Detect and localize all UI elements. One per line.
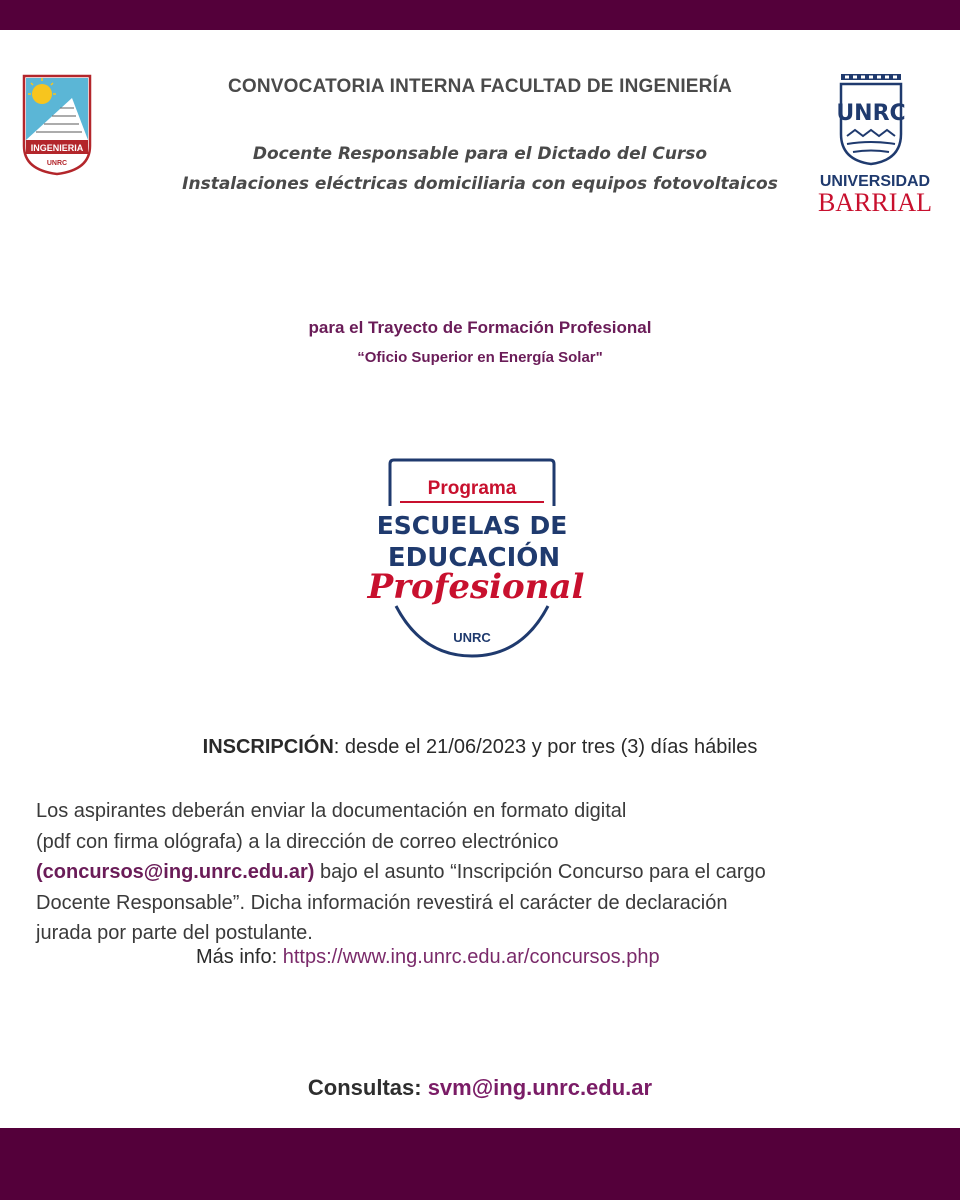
ingenieria-logo-text: INGENIERIA [30,143,84,153]
barrial-text: BARRIAL [817,188,933,214]
trayecto-line-1: para el Trayecto de Formación Profesional [308,318,652,337]
concursos-url-link[interactable]: https://www.ing.unrc.edu.ar/concursos.php [282,946,660,968]
consultas-line [0,1075,960,1101]
subtitle-line-2: Instalaciones eléctricas domiciliaria con equipos fotovoltaicos [182,174,778,194]
mas-info-label: Más info: [196,946,283,968]
bottom-band [0,1128,960,1200]
educacion-text: EDUCACIÓN [387,543,561,573]
body-line-2: (pdf con firma ológrafa) a la dirección de correo electrónico [36,830,559,853]
page-title: CONVOCATORIA INTERNA FACULTAD DE INGENIERÍA [227,76,732,97]
universidad-text: UNIVERSIDAD [819,173,931,190]
body-line-4: Docente Responsable”. Dicha información revestirá el carácter de declaración [36,891,728,914]
subtitle-line-1: Docente Responsable para el Dictado del Curso [252,144,708,164]
program-unrc-text: UNRC [453,630,491,645]
consultas-label: Consultas: [307,1075,428,1100]
programa-text: Programa [427,478,517,499]
body-paragraph [36,796,926,949]
body-line-3 [36,857,926,888]
inscripcion-line [0,736,960,759]
mas-info-line [196,946,660,969]
inscripcion-label: INSCRIPCIÓN [202,736,334,758]
inscripcion-text: : desde el 21/06/2023 y por tres (3) días hábiles [333,736,758,758]
escuelas-text: ESCUELAS DE [376,511,568,540]
profesional-text: Profesional [367,567,585,607]
body-line-3-rest: bajo el asunto “Inscripción Concurso para el cargo [314,861,766,883]
ingenieria-logo-sub: UNRC [46,160,68,167]
body-line-1: Los aspirantes deberán enviar la documentación en formato digital [36,800,627,822]
programa-escuelas-logo [352,456,592,662]
concursos-email-link[interactable]: (concursos@ing.unrc.edu.ar) [36,861,315,883]
top-band [0,0,960,30]
unrc-logo-text: UNRC [836,101,906,126]
consultas-email-link[interactable]: svm@ing.unrc.edu.ar [427,1075,653,1100]
body-line-5: jurada por parte del postulante. [36,922,313,944]
ingenieria-logo [22,74,92,176]
trayecto-line-2: “Oficio Superior en Energía Solar" [357,349,603,366]
